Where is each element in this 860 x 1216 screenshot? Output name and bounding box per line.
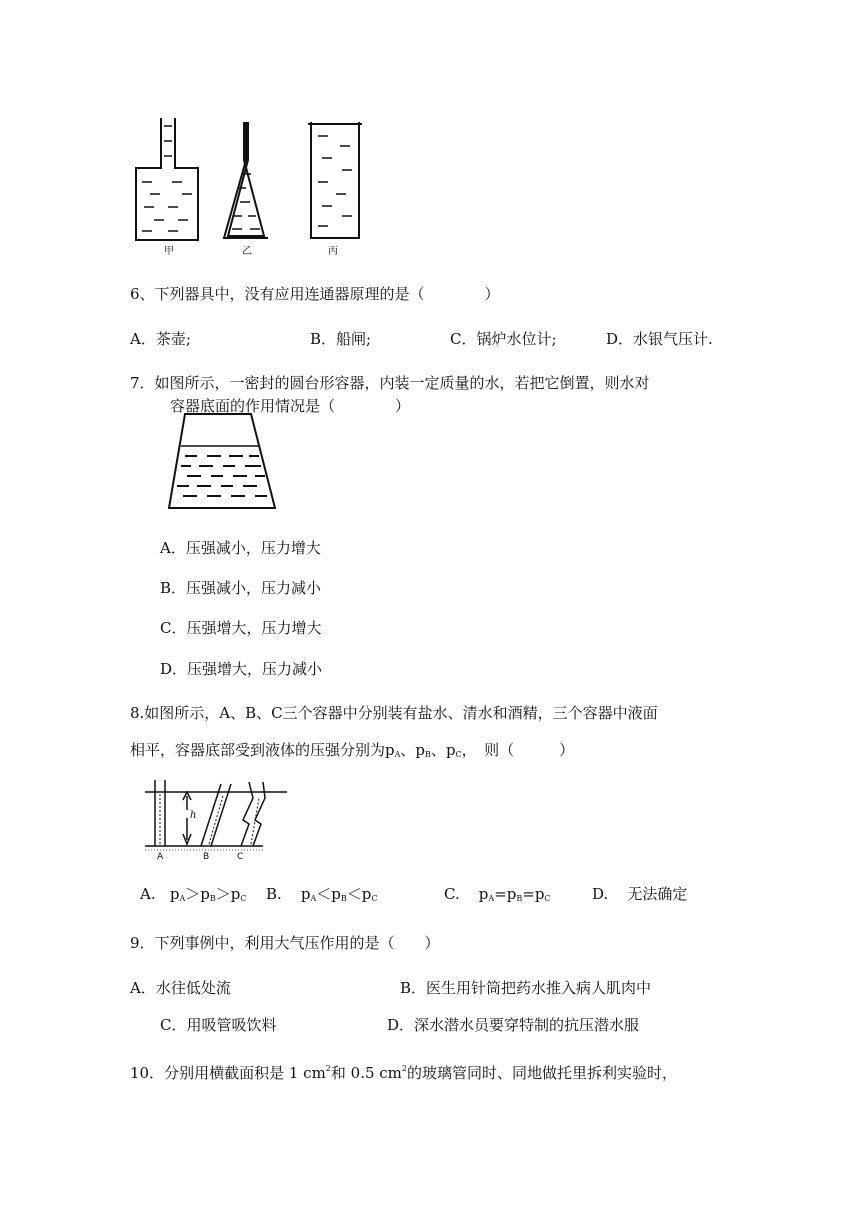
q9-option-d: D．深水潜水员要穿特制的抗压潜水服 (387, 1016, 640, 1034)
q6-option-d: D．水银气压计. (606, 330, 713, 348)
q8-stem-line2-post: ， 则（ ） (461, 741, 575, 759)
q8-option-a: A. $p_A>p_B>p_C$ (140, 885, 247, 903)
q8-pc: $p_C$ (445, 741, 462, 759)
q6-option-c: C．锅炉水位计; (450, 330, 557, 348)
tube-label-a: A (157, 852, 164, 860)
q10-sup-1: 2 (325, 1064, 331, 1073)
q8-option-d-label: D. (592, 885, 609, 903)
three-tubes-figure (145, 778, 295, 860)
container-label-jia: 甲 (164, 246, 174, 256)
q6-option-b: B．船闸; (310, 330, 372, 348)
q9-option-c: C．用吸管吸饮料 (160, 1016, 277, 1034)
q8-option-c-label: C. (444, 885, 460, 903)
frustum-container-figure (167, 412, 279, 512)
containers-figure (128, 116, 368, 256)
q8-pa: $p_A$ (385, 741, 401, 759)
q8-option-b: B. $p_A<p_B<p_C$ (266, 885, 378, 903)
q10-stem (130, 1059, 677, 1083)
tube-h-label: h (190, 810, 197, 821)
q9-option-a: A．水往低处流 (130, 979, 231, 997)
q8-pb: $p_B$ (415, 741, 431, 759)
q7-option-a: A．压强减小，压力增大 (160, 539, 321, 557)
q8-stem-line2: 相平，容器底部受到液体的压强分别为$p_A$、$p_B$、$p_C$， 则（ ） (130, 741, 575, 759)
q8-stem-line2-pre: 相平，容器底部受到液体的压强分别为 (130, 741, 386, 759)
q10-post: 的玻璃管同时、同地做托里拆利实验时， (407, 1064, 678, 1082)
q7-stem-line1: 7．如图所示，一密封的圆台形容器，内装一定质量的水，若把它倒置，则水对 (130, 374, 650, 392)
q7-stem-line2: 容器底面的作用情况是（ ） (170, 397, 411, 415)
q6-option-a: A．茶壶; (130, 330, 191, 348)
q10-mid: 和 0.5 cm (330, 1064, 402, 1082)
q10-pre: 10．分别用横截面积是 1 cm (130, 1064, 326, 1082)
q6-stem: 6、下列器具中，没有应用连通器原理的是（ ） (130, 285, 500, 303)
q8-option-d-text: 无法确定 (627, 885, 688, 903)
tube-label-b: B (203, 852, 210, 860)
q7-option-c: C．压强增大，压力增大 (160, 619, 322, 637)
q7-option-b: B．压强减小，压力减小 (160, 579, 322, 597)
q7-option-d: D．压强增大，压力减小 (160, 660, 323, 678)
q9-stem: 9．下列事例中，利用大气压作用的是（ ） (130, 934, 440, 952)
q8-option-a-label: A. (140, 885, 156, 903)
tube-label-c: C (237, 852, 244, 860)
q8-option-d (592, 884, 687, 904)
q9-option-b: B．医生用针筒把药水推入病人肌肉中 (400, 979, 652, 997)
q8-option-c: C. $p_A=p_B=p_C$ (444, 885, 551, 903)
container-label-yi: 乙 (242, 246, 252, 256)
container-label-bing: 丙 (328, 246, 338, 256)
q8-stem-line1: 8.如图所示，A、B、C三个容器中分别装有盐水、清水和酒精，三个容器中液面 (130, 704, 658, 722)
q10-sup-2: 2 (401, 1064, 408, 1073)
q8-option-b-label: B. (266, 885, 282, 903)
